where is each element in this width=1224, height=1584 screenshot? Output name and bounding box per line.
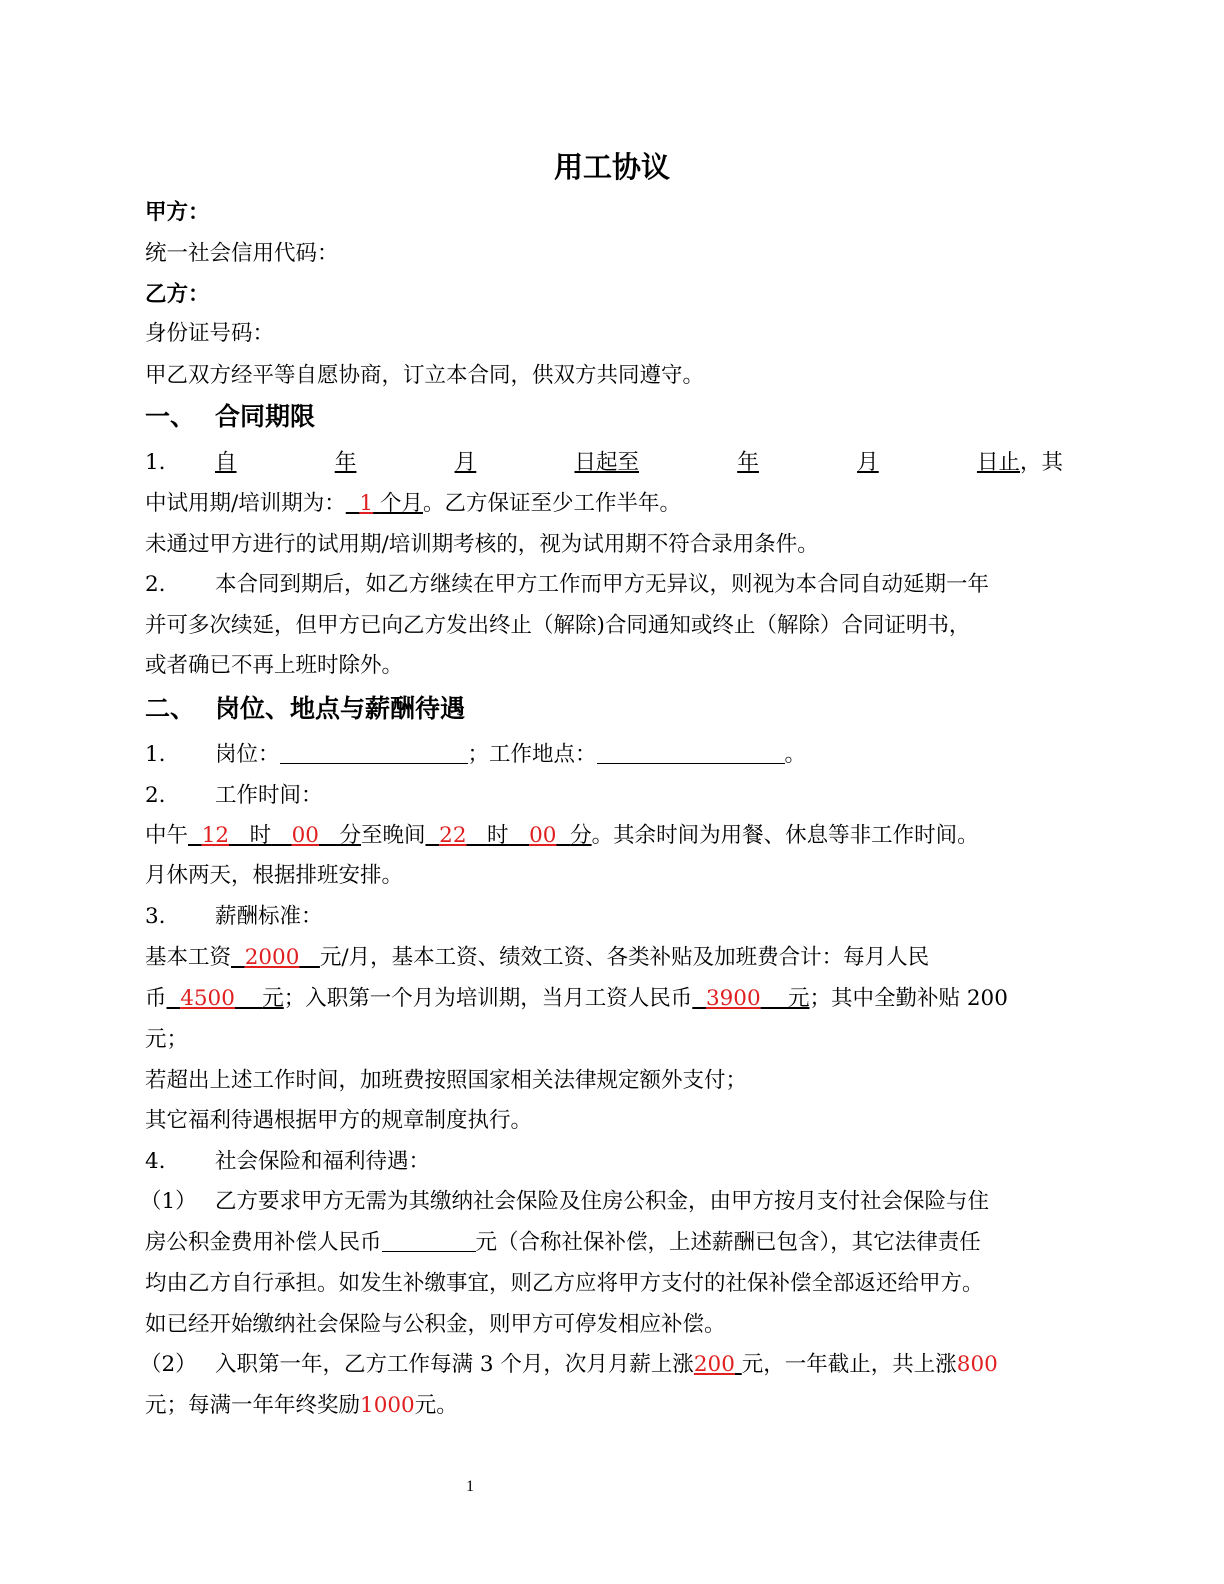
location-label: ；工作地点：: [467, 742, 597, 767]
attendance-text: ；其中全勤补贴 200: [809, 986, 1008, 1011]
total-unit: 元: [262, 986, 284, 1011]
probation-label: 中试用期/培训期为：: [145, 491, 346, 516]
from-label: 自: [215, 450, 237, 475]
p2-text-b: 元，一年截止，共上涨: [741, 1352, 957, 1377]
p2-num: （2）: [140, 1352, 197, 1377]
compensation-blank: [382, 1229, 476, 1252]
p1-num: （1）: [140, 1189, 197, 1214]
end-hour: 22: [439, 823, 467, 848]
start-minute: 00: [291, 823, 319, 848]
work-hours-tail: 。其余时间为用餐、休息等非工作时间。: [591, 823, 979, 848]
document-title: 用工协议: [553, 150, 670, 184]
insurance-p1-line2: [145, 1228, 1075, 1258]
section2-heading-text: 岗位、地点与薪酬待遇: [215, 694, 466, 723]
month2-label: 月: [857, 450, 879, 475]
year1-label: 年: [334, 450, 357, 475]
total-raise-value: 800: [956, 1352, 998, 1377]
insurance-p1-line1: [140, 1187, 1070, 1217]
hour-unit: 时: [249, 823, 272, 848]
section2-item2: [145, 781, 1075, 811]
section2-item3: [145, 902, 1075, 932]
section2-item4: [145, 1147, 1075, 1177]
probation-value: 1: [359, 491, 374, 516]
to-evening-label: 至晚间: [360, 823, 426, 848]
base-salary-value: 2000: [244, 945, 300, 970]
base-salary-prefix: 基本工资: [145, 945, 232, 970]
attendance-end: 元；: [145, 1027, 189, 1052]
day-end-label: 日止: [976, 450, 1020, 475]
training-unit: 元: [788, 986, 810, 1011]
item-num: 1.: [145, 450, 166, 475]
total-salary-line: [145, 984, 1075, 1014]
overtime-text: 若超出上述工作时间，加班费按照国家相关法律规定额外支付；: [145, 1068, 748, 1093]
training-salary-value: 3900: [705, 986, 761, 1011]
p2-text-a: 入职第一年，乙方工作每满 3 个月，次月月薪上涨: [215, 1352, 694, 1377]
insurance-p1-line4: 如已经开始缴纳社会保险与公积金，则甲方可停发相应补偿。: [145, 1312, 726, 1337]
month1-label: 月: [454, 450, 477, 475]
welfare-text: 其它福利待遇根据甲方的规章制度执行。: [145, 1108, 533, 1133]
section1-heading: [145, 402, 1075, 432]
intro-text: 甲乙双方经平等自愿协商，订立本合同，供双方共同遵守。: [145, 363, 705, 388]
section2-heading-num: 二、: [145, 694, 196, 723]
renewal-text-1: 本合同到期后，如乙方继续在甲方工作而甲方无异议，则视为本合同自动延期一年: [215, 572, 990, 597]
item-num: 2.: [145, 783, 166, 808]
noon-label: 中午: [145, 823, 189, 848]
end-minute: 00: [529, 823, 557, 848]
post-label: 岗位：: [215, 742, 280, 767]
total-prefix: 币: [145, 986, 167, 1011]
renewal-text-3: 或者确已不再上班时除外。: [145, 653, 404, 678]
section1-item1-line1: [145, 448, 1075, 478]
credit-code-label: 统一社会信用代码：: [145, 241, 339, 266]
salary-label: 薪酬标准：: [215, 904, 323, 929]
p1-text-2b: 元（合称社保补偿，上述薪酬已包含），其它法律责任: [475, 1230, 981, 1255]
party-a-label: 甲方：: [145, 200, 210, 225]
day-from-to-label: 日起至: [574, 450, 639, 475]
year2-label: 年: [737, 450, 759, 475]
item1-end: 。: [784, 742, 807, 767]
p2-text-c: 元；每满一年年终奖励: [145, 1393, 361, 1418]
total-salary-value: 4500: [180, 986, 235, 1011]
work-hours-line: [145, 821, 1075, 851]
end-minute-unit: 分: [570, 823, 592, 848]
section2-heading: [145, 694, 1075, 724]
item-num: 4.: [145, 1149, 166, 1174]
period-tail: ，其: [1020, 450, 1064, 475]
section1-heading-num: 一、: [145, 402, 196, 431]
minute-unit: 分: [339, 823, 361, 848]
base-salary-line: [145, 943, 1075, 973]
item-num: 3.: [145, 904, 166, 929]
insurance-p2-line2: [145, 1391, 1075, 1421]
id-label: 身份证号码：: [145, 321, 275, 346]
item-num: 1.: [145, 742, 166, 767]
renewal-text-2: 并可多次续延，但甲方已向乙方发出终止（解除)合同通知或终止（解除）合同证明书，: [145, 613, 971, 638]
item-num: 2.: [145, 572, 166, 597]
p1-text-1: 乙方要求甲方无需为其缴纳社会保险及住房公积金，由甲方按月支付社会保险与住: [215, 1189, 990, 1214]
post-blank: [280, 741, 468, 764]
start-hour: 12: [201, 823, 230, 848]
contract-period-field: [215, 448, 1020, 478]
base-salary-suffix: 元/月，基本工资、绩效工资、各类补贴及加班费合计：每月人民: [319, 945, 930, 970]
probation-tail: 。乙方保证至少工作半年。: [422, 491, 681, 516]
section1-heading-text: 合同期限: [215, 402, 316, 431]
rest-days-text: 月休两天，根据排班安排。: [145, 863, 404, 888]
location-blank: [597, 741, 785, 764]
raise-value: 200: [693, 1352, 735, 1377]
probation-fail-text: 未通过甲方进行的试用期/培训期考核的，视为试用期不符合录用条件。: [145, 532, 819, 557]
bonus-value: 1000: [360, 1393, 415, 1418]
p2-text-d: 元。: [414, 1393, 458, 1418]
section2-item1: [145, 740, 1075, 770]
insurance-p2-line1: [140, 1350, 1070, 1380]
insurance-p1-line3: 均由乙方自行承担。如发生补缴事宜，则乙方应将甲方支付的社保补偿全部返还给甲方。: [145, 1271, 984, 1296]
p1-text-2a: 房公积金费用补偿人民币: [145, 1230, 382, 1255]
work-time-label: 工作时间：: [215, 783, 323, 808]
insurance-label: 社会保险和福利待遇：: [215, 1149, 431, 1174]
party-b-label: 乙方：: [145, 282, 210, 307]
training-text: ；入职第一个月为培训期，当月工资人民币: [283, 986, 693, 1011]
section1-item1-line2: [145, 489, 1075, 519]
page-number: 1: [466, 1478, 474, 1495]
probation-unit: 个月: [379, 491, 423, 516]
section1-item2-line1: [145, 570, 1075, 600]
end-hour-unit: 时: [487, 823, 509, 848]
